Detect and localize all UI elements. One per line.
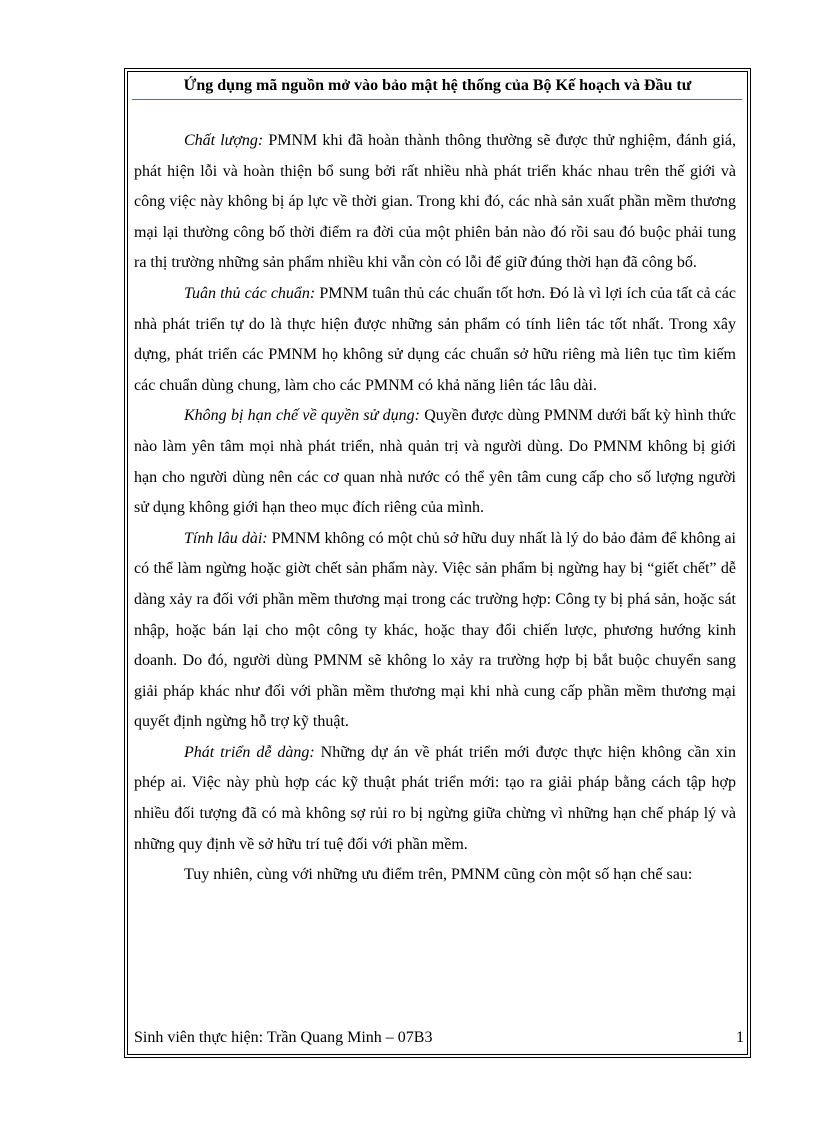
paragraph-text: PMNM không có một chủ sở hữu duy nhất là lý do bảo đảm để không ai có thể làm ngừng hoặc giờt chết sản phẩm này. Việc sản phẩm bị ngừng hay bị “giết chết” dễ dàng xảy ra đối với phần mềm thương mại trong các trường hợp: Công ty bị phá sản, hoặc sát nhập, hoặc bán lại cho một công ty khác, hoặc thay đổi chiến lược, phương hướng kinh doanh. Do đó, người dùng PMNM sẽ không lo xảy ra trường hợp bị bắt buộc chuyển sang giải pháp khác như đối với phần mềm thương mại khi nhà cung cấp phần mềm thương mại quyết định ngừng hỗ trợ kỹ thuật. bbox=[134, 529, 736, 731]
document-body bbox=[134, 126, 736, 891]
paragraph-term: Không bị hạn chế về quyền sử dụng: bbox=[184, 407, 420, 425]
paragraph-term: Chất lượng: bbox=[184, 132, 264, 149]
paragraph-text: Tuy nhiên, cùng với những ưu điểm trên, PMNM cũng còn một số hạn chế sau: bbox=[184, 866, 693, 884]
paragraph-phat-trien-de-dang bbox=[134, 738, 736, 860]
paragraph-text: Quyền được dùng PMNM dưới bất kỳ hình thức nào làm yên tâm mọi nhà phát triển, nhà quản trị và người dùng. Do PMNM không bị giới hạn cho người dùng nên các cơ quan nhà nước có thể yên tâm cung cấp cho số lượng người sử dụng không giới hạn theo mục đích riêng của mình. bbox=[134, 407, 736, 517]
paragraph-chat-luong bbox=[134, 126, 736, 279]
page-number: 1 bbox=[736, 1029, 744, 1046]
paragraph-text: Những dự án về phát triển mới được thực hiện không cần xin phép ai. Việc này phù hợp các kỹ thuật phát triển mới: tạo ra giải pháp bằng cách tập hợp nhiều đối tượng đã có mà không sợ rủi ro bị ngừng giữa chừng vì những hạn chế pháp lý và những quy định về sở hữu trí tuệ đối với phần mềm. bbox=[134, 743, 737, 853]
paragraph-term: Tuân thủ các chuẩn: bbox=[184, 284, 316, 302]
paragraph-term: Phát triển dễ dàng: bbox=[184, 743, 315, 761]
footer-author: Sinh viên thực hiện: Trần Quang Minh – 07B3 bbox=[134, 1029, 433, 1046]
page-header-title: Ứng dụng mã nguồn mở vào bảo mật hệ thống của Bộ Kế hoạch và Đầu tư bbox=[183, 77, 692, 94]
paragraph-han-che bbox=[134, 860, 736, 891]
paragraph-tinh-lau-dai bbox=[134, 524, 736, 738]
header-rule bbox=[132, 99, 742, 100]
paragraph-tuan-thu-cac-chuan bbox=[134, 279, 736, 401]
paragraph-text: PMNM tuân thủ các chuẩn tốt hơn. Đó là vì lợi ích của tất cả các nhà phát triển tự do là thực hiện được những sản phẩm có tính liên tác tốt nhất. Trong xây dựng, phát triển các PMNM họ không sử dụng các chuẩn sở hữu riêng mà liên tục tìm kiếm các chuẩn dùng chung, làm cho các PMNM có khả năng liên tác lâu dài. bbox=[134, 284, 737, 394]
paragraph-term: Tính lâu dài: bbox=[184, 529, 268, 547]
paragraph-khong-bi-han-che bbox=[134, 401, 736, 523]
paragraph-text: PMNM khi đã hoàn thành thông thường sẽ được thử nghiệm, đánh giá, phát hiện lỗi và hoàn thiện bổ sung bởi rất nhiều nhà phát triển khác nhau trên thế giới và công việc này không bị áp lực về thời gian. Trong khi đó, các nhà sản xuất phần mềm thương mại lại thường công bố thời điểm ra đời của một phiên bản nào đó rồi sau đó buộc phải tung ra thị trường những sản phẩm nhiều khi vẫn còn có lỗi để giữ đúng thời hạn đã công bố. bbox=[134, 132, 737, 272]
